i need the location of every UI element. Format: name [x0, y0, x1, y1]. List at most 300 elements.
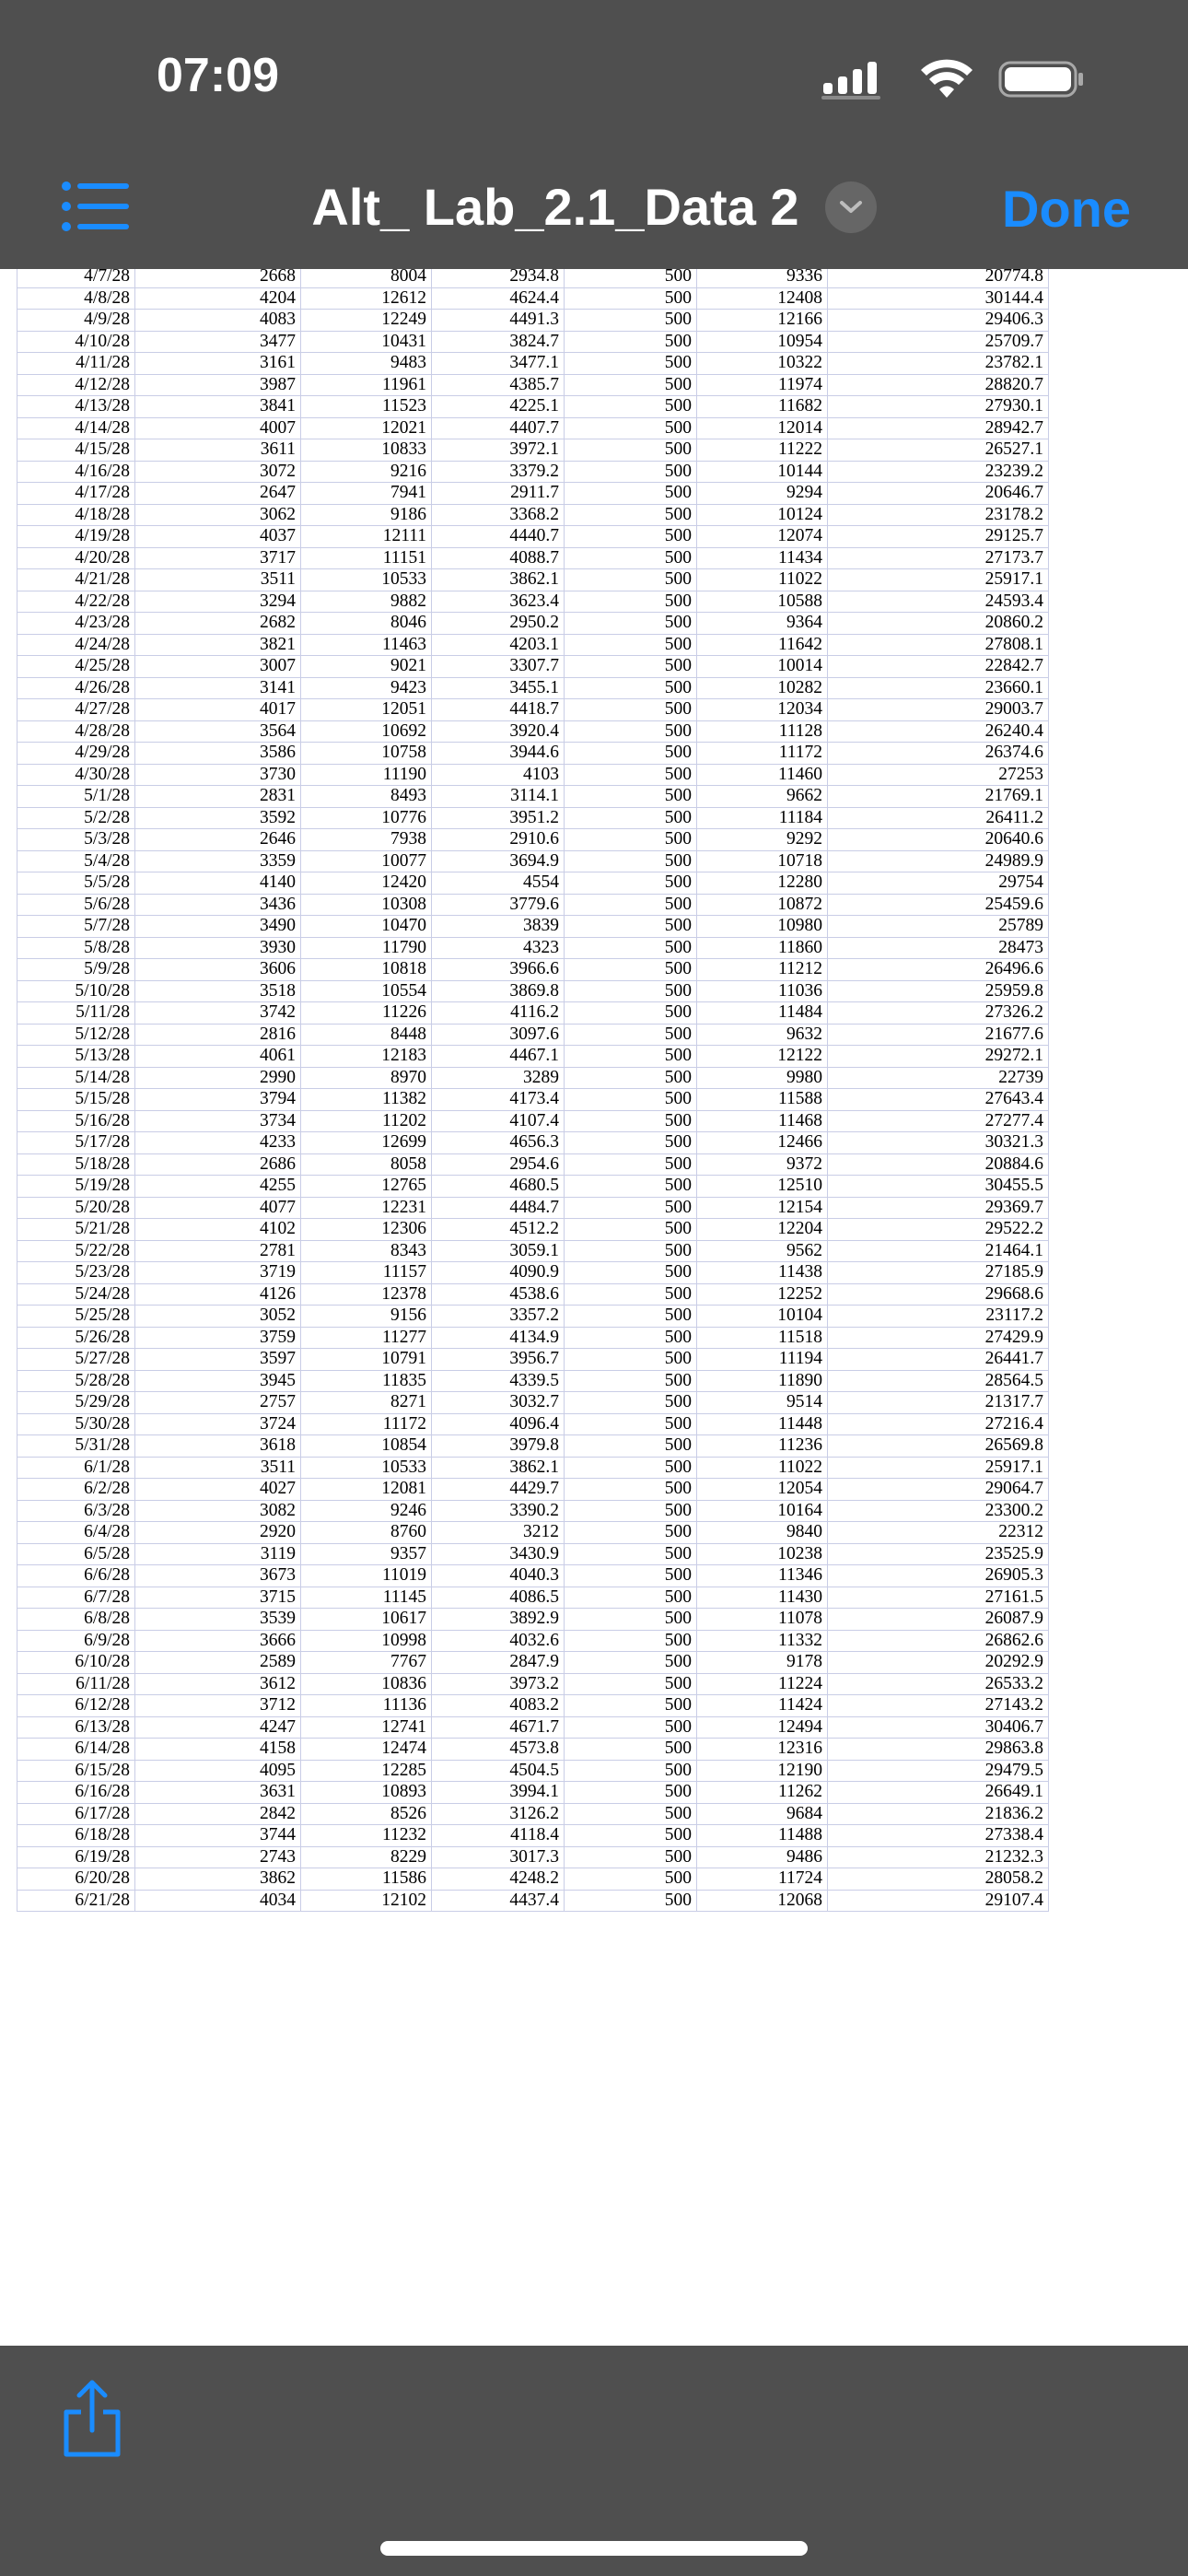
- table-cell[interactable]: 12420: [301, 872, 432, 895]
- table-cell[interactable]: 10124: [697, 504, 828, 526]
- table-cell[interactable]: 3379.2: [432, 461, 565, 483]
- table-cell[interactable]: 4437.4: [432, 1890, 565, 1912]
- table-cell[interactable]: 500: [565, 1630, 697, 1652]
- date-cell[interactable]: 6/9/28: [17, 1630, 135, 1652]
- date-cell[interactable]: 5/28/28: [17, 1370, 135, 1392]
- table-cell[interactable]: 20860.2: [828, 613, 1049, 635]
- table-cell[interactable]: 4034: [135, 1890, 301, 1912]
- table-cell[interactable]: 3007: [135, 656, 301, 678]
- table-cell[interactable]: 10104: [697, 1306, 828, 1328]
- table-cell[interactable]: 3141: [135, 677, 301, 699]
- table-cell[interactable]: 11484: [697, 1002, 828, 1025]
- table-cell[interactable]: 3097.6: [432, 1024, 565, 1046]
- table-cell[interactable]: 3368.2: [432, 504, 565, 526]
- table-cell[interactable]: 26496.6: [828, 959, 1049, 981]
- date-cell[interactable]: 4/17/28: [17, 483, 135, 505]
- table-cell[interactable]: 11078: [697, 1609, 828, 1631]
- table-cell[interactable]: 10164: [697, 1500, 828, 1522]
- title-menu-button[interactable]: [825, 181, 877, 233]
- table-cell[interactable]: 2847.9: [432, 1652, 565, 1674]
- table-cell[interactable]: 500: [565, 331, 697, 353]
- table-cell[interactable]: 3673: [135, 1565, 301, 1587]
- table-cell[interactable]: 27143.2: [828, 1695, 1049, 1717]
- table-cell[interactable]: 500: [565, 1197, 697, 1219]
- date-cell[interactable]: 4/23/28: [17, 613, 135, 635]
- table-cell[interactable]: 500: [565, 374, 697, 396]
- date-cell[interactable]: 5/30/28: [17, 1413, 135, 1435]
- date-cell[interactable]: 5/3/28: [17, 829, 135, 851]
- date-cell[interactable]: 5/2/28: [17, 807, 135, 829]
- date-cell[interactable]: 5/31/28: [17, 1435, 135, 1458]
- table-cell[interactable]: 500: [565, 1673, 697, 1695]
- table-cell[interactable]: 500: [565, 634, 697, 656]
- table-cell[interactable]: 500: [565, 1219, 697, 1241]
- table-cell[interactable]: 3477: [135, 331, 301, 353]
- table-cell[interactable]: 26862.6: [828, 1630, 1049, 1652]
- table-cell[interactable]: 10533: [301, 1457, 432, 1479]
- table-cell[interactable]: 10077: [301, 850, 432, 872]
- table-cell[interactable]: 500: [565, 1349, 697, 1371]
- table-cell[interactable]: 4385.7: [432, 374, 565, 396]
- table-cell[interactable]: 11860: [697, 937, 828, 959]
- date-cell[interactable]: 6/4/28: [17, 1522, 135, 1544]
- table-cell[interactable]: 2954.6: [432, 1153, 565, 1176]
- table-cell[interactable]: 12122: [697, 1046, 828, 1068]
- date-cell[interactable]: 5/25/28: [17, 1306, 135, 1328]
- table-cell[interactable]: 11202: [301, 1110, 432, 1132]
- table-cell[interactable]: 4656.3: [432, 1132, 565, 1154]
- table-cell[interactable]: 500: [565, 1435, 697, 1458]
- table-cell[interactable]: 9632: [697, 1024, 828, 1046]
- table-cell[interactable]: 3715: [135, 1587, 301, 1609]
- date-cell[interactable]: 6/15/28: [17, 1760, 135, 1782]
- date-cell[interactable]: 5/13/28: [17, 1046, 135, 1068]
- table-cell[interactable]: 4173.4: [432, 1089, 565, 1111]
- table-cell[interactable]: 26240.4: [828, 720, 1049, 743]
- table-cell[interactable]: 25709.7: [828, 331, 1049, 353]
- table-cell[interactable]: 500: [565, 1652, 697, 1674]
- table-cell[interactable]: 3072: [135, 461, 301, 483]
- table-cell[interactable]: 4225.1: [432, 396, 565, 418]
- date-cell[interactable]: 5/12/28: [17, 1024, 135, 1046]
- table-cell[interactable]: 500: [565, 1370, 697, 1392]
- date-cell[interactable]: 4/18/28: [17, 504, 135, 526]
- table-cell[interactable]: 9372: [697, 1153, 828, 1176]
- table-cell[interactable]: 11518: [697, 1327, 828, 1349]
- table-cell[interactable]: 9684: [697, 1803, 828, 1825]
- table-cell[interactable]: 2647: [135, 483, 301, 505]
- table-cell[interactable]: 11438: [697, 1262, 828, 1284]
- table-cell[interactable]: 3161: [135, 353, 301, 375]
- table-cell[interactable]: 3717: [135, 547, 301, 569]
- table-cell[interactable]: 12111: [301, 526, 432, 548]
- table-cell[interactable]: 12306: [301, 1219, 432, 1241]
- date-cell[interactable]: 6/21/28: [17, 1890, 135, 1912]
- table-cell[interactable]: 500: [565, 1825, 697, 1847]
- date-cell[interactable]: 6/14/28: [17, 1739, 135, 1761]
- table-cell[interactable]: 3979.8: [432, 1435, 565, 1458]
- date-cell[interactable]: 4/7/28: [17, 269, 135, 287]
- table-cell[interactable]: 500: [565, 894, 697, 916]
- table-cell[interactable]: 500: [565, 1457, 697, 1479]
- table-cell[interactable]: 3477.1: [432, 353, 565, 375]
- table-cell[interactable]: 11194: [697, 1349, 828, 1371]
- table-cell[interactable]: 4090.9: [432, 1262, 565, 1284]
- table-cell[interactable]: 29003.7: [828, 699, 1049, 721]
- table-cell[interactable]: 11430: [697, 1587, 828, 1609]
- table-cell[interactable]: 30406.7: [828, 1716, 1049, 1739]
- table-cell[interactable]: 3779.6: [432, 894, 565, 916]
- date-cell[interactable]: 4/28/28: [17, 720, 135, 743]
- table-cell[interactable]: 27216.4: [828, 1413, 1049, 1435]
- table-cell[interactable]: 8343: [301, 1240, 432, 1262]
- table-cell[interactable]: 11022: [697, 1457, 828, 1479]
- date-cell[interactable]: 5/16/28: [17, 1110, 135, 1132]
- table-cell[interactable]: 20292.9: [828, 1652, 1049, 1674]
- table-cell[interactable]: 3597: [135, 1349, 301, 1371]
- table-cell[interactable]: 12102: [301, 1890, 432, 1912]
- date-cell[interactable]: 6/17/28: [17, 1803, 135, 1825]
- table-cell[interactable]: 9178: [697, 1652, 828, 1674]
- table-cell[interactable]: 10998: [301, 1630, 432, 1652]
- table-cell[interactable]: 12316: [697, 1739, 828, 1761]
- table-cell[interactable]: 3862.1: [432, 569, 565, 591]
- table-cell[interactable]: 4248.2: [432, 1868, 565, 1891]
- table-cell[interactable]: 11232: [301, 1825, 432, 1847]
- date-cell[interactable]: 4/22/28: [17, 591, 135, 613]
- date-cell[interactable]: 6/7/28: [17, 1587, 135, 1609]
- table-cell[interactable]: 9246: [301, 1500, 432, 1522]
- table-cell[interactable]: 4007: [135, 417, 301, 439]
- table-cell[interactable]: 500: [565, 1262, 697, 1284]
- table-cell[interactable]: 500: [565, 1803, 697, 1825]
- date-cell[interactable]: 4/16/28: [17, 461, 135, 483]
- table-cell[interactable]: 3606: [135, 959, 301, 981]
- table-cell[interactable]: 2910.6: [432, 829, 565, 851]
- table-cell[interactable]: 28820.7: [828, 374, 1049, 396]
- table-cell[interactable]: 500: [565, 807, 697, 829]
- table-cell[interactable]: 2831: [135, 786, 301, 808]
- table-cell[interactable]: 22312: [828, 1522, 1049, 1544]
- table-cell[interactable]: 3390.2: [432, 1500, 565, 1522]
- table-cell[interactable]: 500: [565, 1760, 697, 1782]
- table-cell[interactable]: 3511: [135, 569, 301, 591]
- table-cell[interactable]: 3623.4: [432, 591, 565, 613]
- table-cell[interactable]: 3631: [135, 1782, 301, 1804]
- table-cell[interactable]: 26411.2: [828, 807, 1049, 829]
- table-cell[interactable]: 500: [565, 1543, 697, 1565]
- table-cell[interactable]: 27326.2: [828, 1002, 1049, 1025]
- table-cell[interactable]: 11488: [697, 1825, 828, 1847]
- table-cell[interactable]: 3126.2: [432, 1803, 565, 1825]
- table-cell[interactable]: 500: [565, 504, 697, 526]
- table-cell[interactable]: 500: [565, 613, 697, 635]
- date-cell[interactable]: 4/13/28: [17, 396, 135, 418]
- table-cell[interactable]: 3966.6: [432, 959, 565, 981]
- table-cell[interactable]: 11835: [301, 1370, 432, 1392]
- table-cell[interactable]: 500: [565, 1565, 697, 1587]
- table-cell[interactable]: 10533: [301, 569, 432, 591]
- date-cell[interactable]: 4/29/28: [17, 743, 135, 765]
- table-cell[interactable]: 500: [565, 1413, 697, 1435]
- table-cell[interactable]: 500: [565, 980, 697, 1002]
- table-cell[interactable]: 11036: [697, 980, 828, 1002]
- table-cell[interactable]: 500: [565, 591, 697, 613]
- table-cell[interactable]: 2781: [135, 1240, 301, 1262]
- date-cell[interactable]: 6/5/28: [17, 1543, 135, 1565]
- table-cell[interactable]: 4096.4: [432, 1413, 565, 1435]
- table-cell[interactable]: 3839: [432, 916, 565, 938]
- table-cell[interactable]: 4077: [135, 1197, 301, 1219]
- table-cell[interactable]: 11332: [697, 1630, 828, 1652]
- table-cell[interactable]: 26527.1: [828, 439, 1049, 462]
- table-cell[interactable]: 3920.4: [432, 720, 565, 743]
- table-cell[interactable]: 4083.2: [432, 1695, 565, 1717]
- date-cell[interactable]: 6/18/28: [17, 1825, 135, 1847]
- table-cell[interactable]: 500: [565, 1067, 697, 1089]
- table-cell[interactable]: 3455.1: [432, 677, 565, 699]
- table-cell[interactable]: 500: [565, 1500, 697, 1522]
- table-cell[interactable]: 4418.7: [432, 699, 565, 721]
- table-cell[interactable]: 4061: [135, 1046, 301, 1068]
- table-cell[interactable]: 500: [565, 829, 697, 851]
- table-cell[interactable]: 27643.4: [828, 1089, 1049, 1111]
- table-cell[interactable]: 9357: [301, 1543, 432, 1565]
- table-cell[interactable]: 10718: [697, 850, 828, 872]
- date-cell[interactable]: 4/15/28: [17, 439, 135, 462]
- table-cell[interactable]: 23660.1: [828, 677, 1049, 699]
- table-cell[interactable]: 21464.1: [828, 1240, 1049, 1262]
- table-cell[interactable]: 10854: [301, 1435, 432, 1458]
- table-cell[interactable]: 26569.8: [828, 1435, 1049, 1458]
- table-cell[interactable]: 12054: [697, 1479, 828, 1501]
- table-cell[interactable]: 11226: [301, 1002, 432, 1025]
- table-cell[interactable]: 29064.7: [828, 1479, 1049, 1501]
- table-cell[interactable]: 3618: [135, 1435, 301, 1458]
- table-cell[interactable]: 21836.2: [828, 1803, 1049, 1825]
- table-cell[interactable]: 9486: [697, 1846, 828, 1868]
- table-cell[interactable]: 12474: [301, 1739, 432, 1761]
- table-cell[interactable]: 3759: [135, 1327, 301, 1349]
- table-cell[interactable]: 3059.1: [432, 1240, 565, 1262]
- table-cell[interactable]: 23239.2: [828, 461, 1049, 483]
- table-cell[interactable]: 27253: [828, 764, 1049, 786]
- table-cell[interactable]: 3945: [135, 1370, 301, 1392]
- table-cell[interactable]: 23117.2: [828, 1306, 1049, 1328]
- table-cell[interactable]: 11434: [697, 547, 828, 569]
- date-cell[interactable]: 6/2/28: [17, 1479, 135, 1501]
- table-cell[interactable]: 25789: [828, 916, 1049, 938]
- table-cell[interactable]: 28473: [828, 937, 1049, 959]
- table-cell[interactable]: 29406.3: [828, 310, 1049, 332]
- table-cell[interactable]: 3694.9: [432, 850, 565, 872]
- table-cell[interactable]: 12166: [697, 310, 828, 332]
- date-cell[interactable]: 4/25/28: [17, 656, 135, 678]
- table-cell[interactable]: 20774.8: [828, 269, 1049, 287]
- table-cell[interactable]: 11724: [697, 1868, 828, 1891]
- table-cell[interactable]: 8004: [301, 269, 432, 287]
- table-cell[interactable]: 500: [565, 1587, 697, 1609]
- table-cell[interactable]: 500: [565, 417, 697, 439]
- table-cell[interactable]: 500: [565, 1846, 697, 1868]
- table-cell[interactable]: 9294: [697, 483, 828, 505]
- date-cell[interactable]: 6/6/28: [17, 1565, 135, 1587]
- table-cell[interactable]: 2990: [135, 1067, 301, 1089]
- table-cell[interactable]: 25959.8: [828, 980, 1049, 1002]
- table-cell[interactable]: 23178.2: [828, 504, 1049, 526]
- table-cell[interactable]: 4624.4: [432, 287, 565, 310]
- table-cell[interactable]: 22739: [828, 1067, 1049, 1089]
- table-cell[interactable]: 2934.8: [432, 269, 565, 287]
- table-cell[interactable]: 3032.7: [432, 1392, 565, 1414]
- table-cell[interactable]: 500: [565, 850, 697, 872]
- table-cell[interactable]: 2668: [135, 269, 301, 287]
- table-cell[interactable]: 500: [565, 1110, 697, 1132]
- table-cell[interactable]: 11172: [697, 743, 828, 765]
- date-cell[interactable]: 5/19/28: [17, 1176, 135, 1198]
- table-cell[interactable]: 23525.9: [828, 1543, 1049, 1565]
- table-cell[interactable]: 9336: [697, 269, 828, 287]
- done-button[interactable]: Done: [1002, 180, 1131, 238]
- table-cell[interactable]: 12154: [697, 1197, 828, 1219]
- table-cell[interactable]: 4017: [135, 699, 301, 721]
- table-cell[interactable]: 21232.3: [828, 1846, 1049, 1868]
- table-cell[interactable]: 20884.6: [828, 1153, 1049, 1176]
- table-cell[interactable]: 3511: [135, 1457, 301, 1479]
- table-cell[interactable]: 3612: [135, 1673, 301, 1695]
- date-cell[interactable]: 5/20/28: [17, 1197, 135, 1219]
- table-cell[interactable]: 11184: [697, 807, 828, 829]
- table-cell[interactable]: 22842.7: [828, 656, 1049, 678]
- table-cell[interactable]: 4086.5: [432, 1587, 565, 1609]
- table-cell[interactable]: 500: [565, 1046, 697, 1068]
- table-cell[interactable]: 4247: [135, 1716, 301, 1739]
- table-cell[interactable]: 11128: [697, 720, 828, 743]
- table-cell[interactable]: 4671.7: [432, 1716, 565, 1739]
- table-cell[interactable]: 28942.7: [828, 417, 1049, 439]
- date-cell[interactable]: 4/19/28: [17, 526, 135, 548]
- table-cell[interactable]: 4504.5: [432, 1760, 565, 1782]
- table-cell[interactable]: 12510: [697, 1176, 828, 1198]
- table-cell[interactable]: 25459.6: [828, 894, 1049, 916]
- table-cell[interactable]: 8760: [301, 1522, 432, 1544]
- date-cell[interactable]: 4/26/28: [17, 677, 135, 699]
- table-cell[interactable]: 29272.1: [828, 1046, 1049, 1068]
- date-cell[interactable]: 4/11/28: [17, 353, 135, 375]
- table-cell[interactable]: 500: [565, 1782, 697, 1804]
- date-cell[interactable]: 6/13/28: [17, 1716, 135, 1739]
- table-cell[interactable]: 3821: [135, 634, 301, 656]
- table-cell[interactable]: 21317.7: [828, 1392, 1049, 1414]
- table-cell[interactable]: 21769.1: [828, 786, 1049, 808]
- date-cell[interactable]: 4/24/28: [17, 634, 135, 656]
- table-cell[interactable]: 3586: [135, 743, 301, 765]
- table-cell[interactable]: 12051: [301, 699, 432, 721]
- document-title[interactable]: Alt_ Lab_2.1_Data 2: [311, 178, 799, 236]
- table-cell[interactable]: 4158: [135, 1739, 301, 1761]
- table-cell[interactable]: 11236: [697, 1435, 828, 1458]
- table-cell[interactable]: 8229: [301, 1846, 432, 1868]
- table-cell[interactable]: 27930.1: [828, 396, 1049, 418]
- table-cell[interactable]: 500: [565, 959, 697, 981]
- table-cell[interactable]: 26087.9: [828, 1609, 1049, 1631]
- table-cell[interactable]: 500: [565, 1695, 697, 1717]
- table-cell[interactable]: 11145: [301, 1587, 432, 1609]
- table-cell[interactable]: 10554: [301, 980, 432, 1002]
- table-cell[interactable]: 4467.1: [432, 1046, 565, 1068]
- table-cell[interactable]: 11262: [697, 1782, 828, 1804]
- table-cell[interactable]: 10282: [697, 677, 828, 699]
- table-cell[interactable]: 12466: [697, 1132, 828, 1154]
- table-cell[interactable]: 3017.3: [432, 1846, 565, 1868]
- table-cell[interactable]: 10617: [301, 1609, 432, 1631]
- date-cell[interactable]: 6/3/28: [17, 1500, 135, 1522]
- date-cell[interactable]: 4/12/28: [17, 374, 135, 396]
- date-cell[interactable]: 5/29/28: [17, 1392, 135, 1414]
- table-cell[interactable]: 500: [565, 786, 697, 808]
- table-cell[interactable]: 9156: [301, 1306, 432, 1328]
- table-cell[interactable]: 500: [565, 872, 697, 895]
- table-cell[interactable]: 12252: [697, 1283, 828, 1306]
- table-cell[interactable]: 3359: [135, 850, 301, 872]
- table-cell[interactable]: 25917.1: [828, 569, 1049, 591]
- table-cell[interactable]: 10470: [301, 916, 432, 938]
- table-cell[interactable]: 11277: [301, 1327, 432, 1349]
- table-cell[interactable]: 26441.7: [828, 1349, 1049, 1371]
- table-cell[interactable]: 21677.6: [828, 1024, 1049, 1046]
- table-cell[interactable]: 12014: [697, 417, 828, 439]
- table-cell[interactable]: 12249: [301, 310, 432, 332]
- table-cell[interactable]: 26533.2: [828, 1673, 1049, 1695]
- table-cell[interactable]: 4102: [135, 1219, 301, 1241]
- table-cell[interactable]: 23300.2: [828, 1500, 1049, 1522]
- table-cell[interactable]: 3212: [432, 1522, 565, 1544]
- table-cell[interactable]: 10014: [697, 656, 828, 678]
- date-cell[interactable]: 5/11/28: [17, 1002, 135, 1025]
- table-cell[interactable]: 4255: [135, 1176, 301, 1198]
- table-cell[interactable]: 500: [565, 1176, 697, 1198]
- date-cell[interactable]: 5/22/28: [17, 1240, 135, 1262]
- table-cell[interactable]: 10872: [697, 894, 828, 916]
- table-cell[interactable]: 20646.7: [828, 483, 1049, 505]
- table-cell[interactable]: 500: [565, 699, 697, 721]
- table-cell[interactable]: 4323: [432, 937, 565, 959]
- table-cell[interactable]: 500: [565, 1283, 697, 1306]
- table-cell[interactable]: 4484.7: [432, 1197, 565, 1219]
- table-cell[interactable]: 9514: [697, 1392, 828, 1414]
- date-cell[interactable]: 5/7/28: [17, 916, 135, 938]
- table-cell[interactable]: 500: [565, 937, 697, 959]
- date-cell[interactable]: 5/4/28: [17, 850, 135, 872]
- table-cell[interactable]: 3564: [135, 720, 301, 743]
- table-cell[interactable]: 500: [565, 1002, 697, 1025]
- table-cell[interactable]: 11382: [301, 1089, 432, 1111]
- table-cell[interactable]: 11468: [697, 1110, 828, 1132]
- table-cell[interactable]: 4103: [432, 764, 565, 786]
- table-cell[interactable]: 9840: [697, 1522, 828, 1544]
- table-cell[interactable]: 3082: [135, 1500, 301, 1522]
- table-cell[interactable]: 3294: [135, 591, 301, 613]
- table-cell[interactable]: 2842: [135, 1803, 301, 1825]
- date-cell[interactable]: 5/10/28: [17, 980, 135, 1002]
- table-cell[interactable]: 500: [565, 1522, 697, 1544]
- date-cell[interactable]: 6/16/28: [17, 1782, 135, 1804]
- table-cell[interactable]: 30321.3: [828, 1132, 1049, 1154]
- table-cell[interactable]: 500: [565, 396, 697, 418]
- table-cell[interactable]: 4204: [135, 287, 301, 310]
- table-cell[interactable]: 11682: [697, 396, 828, 418]
- table-cell[interactable]: 4554: [432, 872, 565, 895]
